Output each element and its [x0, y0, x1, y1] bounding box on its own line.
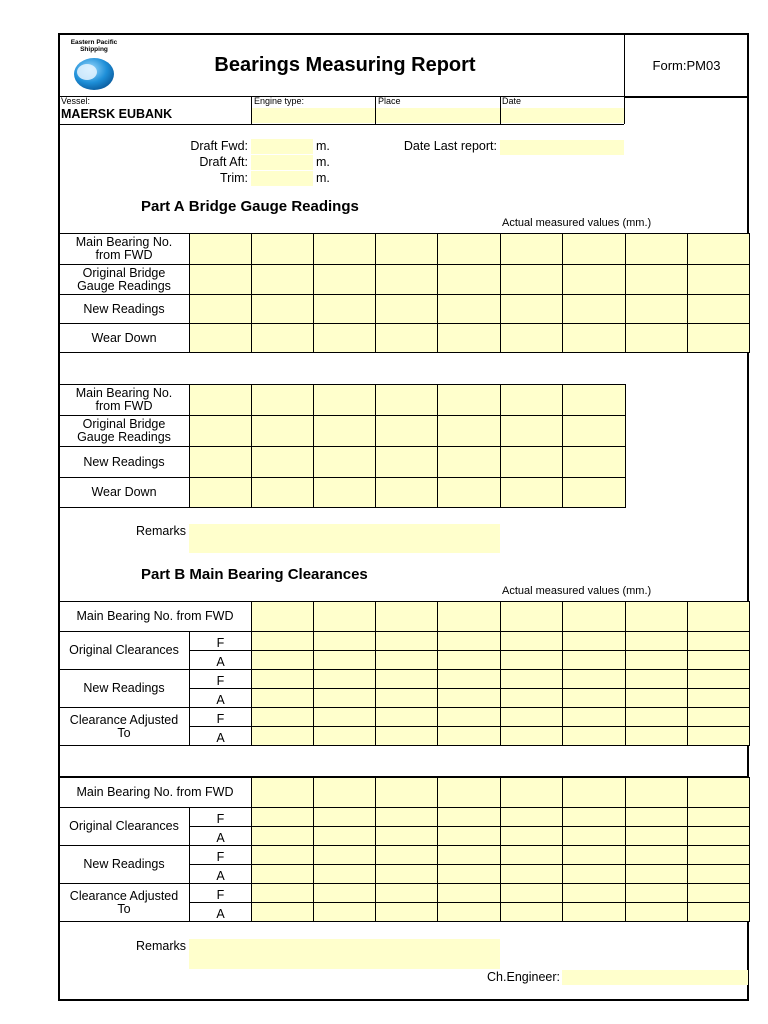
part-b-1-original-clearances-fwd-cell[interactable]: [375, 631, 438, 651]
part-b-2-original-clearances-aft-cell[interactable]: [251, 826, 314, 846]
part-b-2-bearing-number-cell[interactable]: [500, 777, 563, 808]
part-b-1-clearance-adjusted-aft-cell[interactable]: [313, 726, 376, 746]
part-b-2-new-readings-aft-cell[interactable]: [313, 864, 376, 884]
part-a-1-new-readings-row-cell[interactable]: [687, 294, 750, 324]
part-b-2-clearance-adjusted-aft-label: A: [189, 902, 252, 922]
part-b-1-clearance-adjusted-fwd-cell[interactable]: [375, 707, 438, 727]
part-b-1-original-clearances-fwd-cell[interactable]: [251, 631, 314, 651]
part-a-1-wear-down-row-cell[interactable]: [251, 323, 314, 353]
date-label: Date: [502, 96, 522, 106]
part-a-2-original-bridge-gauge-row-label: Original Bridge Gauge Readings: [58, 415, 190, 447]
part-b-2-clearance-adjusted-fwd-cell[interactable]: [375, 883, 438, 903]
part-b-2-original-clearances-aft-cell[interactable]: [687, 826, 750, 846]
part-b-1-clearance-adjusted-aft-cell[interactable]: [500, 726, 563, 746]
part-a-1-wear-down-row-cell[interactable]: [625, 323, 688, 353]
part-b-1-bearing-number-cell[interactable]: [313, 601, 376, 632]
part-b-1-bearing-number-cell[interactable]: [437, 601, 501, 632]
part-a-1-new-readings-row-cell[interactable]: [562, 294, 626, 324]
part-a-1-original-bridge-gauge-row-cell[interactable]: [189, 264, 252, 295]
part-b-1-bearing-number-cell[interactable]: [625, 601, 688, 632]
part-a-1-bearing-number-row-cell[interactable]: [625, 233, 688, 265]
part-b-1-clearance-adjusted-aft-cell[interactable]: [437, 726, 501, 746]
part-b-2-clearance-adjusted-fwd-label: F: [189, 883, 252, 903]
part-b-1-new-readings-fwd-cell[interactable]: [625, 669, 688, 689]
vessel-label: Vessel:: [61, 96, 91, 106]
part-b-1-original-clearances-label: Original Clearances: [58, 631, 190, 670]
part-b-2-new-readings-fwd-label: F: [189, 845, 252, 865]
part-a-1-new-readings-row-cell[interactable]: [251, 294, 314, 324]
report-title: Bearings Measuring Report: [214, 54, 476, 76]
place-field[interactable]: [376, 108, 500, 123]
part-b-2-clearance-adjusted-aft-cell[interactable]: [500, 902, 563, 922]
part-a-1-new-readings-row-cell[interactable]: [500, 294, 563, 324]
part-b-1-clearance-adjusted-fwd-cell[interactable]: [313, 707, 376, 727]
part-b-1-clearance-adjusted-fwd-cell[interactable]: [687, 707, 750, 727]
part-b-1-bearing-number-label: Main Bearing No. from FWD: [58, 601, 252, 632]
company-logo: [73, 57, 115, 91]
part-b-1-clearance-adjusted-aft-label: A: [189, 726, 252, 746]
part-b-1-original-clearances-aft-cell[interactable]: [437, 650, 501, 670]
part-a-2-original-bridge-gauge-row-cell[interactable]: [313, 415, 376, 447]
part-b-2-clearance-adjusted-fwd-cell[interactable]: [687, 883, 750, 903]
part-b-2-clearance-adjusted-fwd-cell[interactable]: [437, 883, 501, 903]
part-b-2-bearing-number-label: Main Bearing No. from FWD: [58, 777, 252, 808]
part-b-1-original-clearances-aft-cell[interactable]: [500, 650, 563, 670]
divider: [624, 96, 749, 98]
part-b-1-original-clearances-fwd-cell[interactable]: [625, 631, 688, 651]
date-last-report-label: Date Last report:: [403, 139, 497, 153]
part-b-2-original-clearances-fwd-cell[interactable]: [500, 807, 563, 827]
part-a-1-bearing-number-row-label: Main Bearing No. from FWD: [58, 233, 190, 265]
part-b-1-clearance-adjusted-aft-cell[interactable]: [251, 726, 314, 746]
part-a-2-bearing-number-row-label: Main Bearing No. from FWD: [58, 384, 190, 416]
part-a-1-new-readings-row-label: New Readings: [58, 294, 190, 324]
part-b-2-bearing-number-cell[interactable]: [375, 777, 438, 808]
part-a-1-bearing-number-row-cell[interactable]: [687, 233, 750, 265]
part-b-1-clearance-adjusted-aft-cell[interactable]: [375, 726, 438, 746]
part-b-2-new-readings-aft-cell[interactable]: [625, 864, 688, 884]
part-a-2-new-readings-row-label: New Readings: [58, 446, 190, 478]
part-a-1-bearing-number-row-cell[interactable]: [375, 233, 438, 265]
part-b-1-new-readings-fwd-cell[interactable]: [562, 669, 626, 689]
part-b-2-original-clearances-fwd-cell[interactable]: [625, 807, 688, 827]
part-b-1-original-clearances-aft-cell[interactable]: [375, 650, 438, 670]
part-b-2-original-clearances-aft-cell[interactable]: [625, 826, 688, 846]
part-a-1-new-readings-row-cell[interactable]: [625, 294, 688, 324]
part-b-2-original-clearances-aft-label: A: [189, 826, 252, 846]
part-b-1-original-clearances-aft-cell[interactable]: [562, 650, 626, 670]
part-b-2-original-clearances-fwd-cell[interactable]: [687, 807, 750, 827]
part-b-1-new-readings-aft-cell[interactable]: [625, 688, 688, 708]
divider: [624, 96, 625, 124]
part-a-1-original-bridge-gauge-row-cell[interactable]: [251, 264, 314, 295]
part-b-1-clearance-adjusted-fwd-cell[interactable]: [625, 707, 688, 727]
part-a-2-new-readings-row-cell[interactable]: [375, 446, 438, 478]
part-a-1-wear-down-row-cell[interactable]: [562, 323, 626, 353]
part-b-2-new-readings-fwd-cell[interactable]: [687, 845, 750, 865]
divider: [58, 352, 749, 353]
part-b-1-clearance-adjusted-aft-cell[interactable]: [562, 726, 626, 746]
part-b-2-new-readings-fwd-cell[interactable]: [437, 845, 501, 865]
part-b-2-original-clearances-fwd-cell[interactable]: [562, 807, 626, 827]
part-a-2-bearing-number-row-cell[interactable]: [375, 384, 438, 416]
part-a-2-new-readings-row-cell[interactable]: [562, 446, 626, 478]
part-b-1-original-clearances-aft-cell[interactable]: [251, 650, 314, 670]
part-b-2-bearing-number-cell[interactable]: [625, 777, 688, 808]
trim-label: Trim:: [220, 171, 248, 185]
unit-label: m.: [316, 155, 330, 169]
part-b-2-original-clearances-fwd-cell[interactable]: [437, 807, 501, 827]
part-a-heading: Part A Bridge Gauge Readings: [141, 198, 359, 215]
part-b-1-original-clearances-aft-cell[interactable]: [313, 650, 376, 670]
part-b-2-bearing-number-cell[interactable]: [437, 777, 501, 808]
part-b-1-new-readings-aft-cell[interactable]: [313, 688, 376, 708]
part-a-2-original-bridge-gauge-row-cell[interactable]: [189, 415, 252, 447]
part-a-1-bearing-number-row-cell[interactable]: [500, 233, 563, 265]
part-b-2-clearance-adjusted-fwd-cell[interactable]: [562, 883, 626, 903]
part-a-1-new-readings-row-cell[interactable]: [375, 294, 438, 324]
part-a-1-wear-down-row-label: Wear Down: [58, 323, 190, 353]
part-b-2-original-clearances-aft-cell[interactable]: [437, 826, 501, 846]
part-b-2-clearance-adjusted-aft-cell[interactable]: [375, 902, 438, 922]
part-b-2-new-readings-fwd-cell[interactable]: [375, 845, 438, 865]
part-a-1-bearing-number-row-cell[interactable]: [437, 233, 501, 265]
part-b-1-original-clearances-fwd-cell[interactable]: [687, 631, 750, 651]
part-b-2-original-clearances-fwd-label: F: [189, 807, 252, 827]
company-name: Eastern Pacific Shipping: [70, 39, 118, 53]
part-b-2-new-readings-aft-cell[interactable]: [687, 864, 750, 884]
remarks-field-a[interactable]: [189, 524, 500, 553]
part-b-2-new-readings-fwd-cell[interactable]: [251, 845, 314, 865]
part-b-2-new-readings-fwd-cell[interactable]: [313, 845, 376, 865]
part-a-1-bearing-number-row-cell[interactable]: [189, 233, 252, 265]
part-b-1-new-readings-aft-cell[interactable]: [437, 688, 501, 708]
part-b-1-bearing-number-cell[interactable]: [562, 601, 626, 632]
part-b-1-bearing-number-cell[interactable]: [375, 601, 438, 632]
form-code: Form:PM03: [652, 58, 721, 73]
date-last-report-field[interactable]: [500, 140, 624, 155]
part-b-1-original-clearances-fwd-cell[interactable]: [562, 631, 626, 651]
part-b-1-new-readings-fwd-cell[interactable]: [313, 669, 376, 689]
draft-aft-label: Draft Aft:: [199, 155, 248, 169]
part-b-units-note: Actual measured values (mm.): [502, 585, 652, 597]
part-a-2-new-readings-row-cell[interactable]: [437, 446, 501, 478]
part-b-1-original-clearances-fwd-cell[interactable]: [500, 631, 563, 651]
vessel-value: MAERSK EUBANK: [61, 107, 173, 121]
part-b-1-clearance-adjusted-aft-cell[interactable]: [625, 726, 688, 746]
part-a-1-bearing-number-row-cell[interactable]: [251, 233, 314, 265]
part-a-1-new-readings-row-cell[interactable]: [313, 294, 376, 324]
part-a-1-bearing-number-row-cell[interactable]: [313, 233, 376, 265]
remarks-label: Remarks: [135, 524, 186, 538]
divider: [58, 96, 624, 97]
part-a-2-original-bridge-gauge-row-cell[interactable]: [500, 415, 563, 447]
part-a-2-original-bridge-gauge-row-cell[interactable]: [375, 415, 438, 447]
part-a-1-original-bridge-gauge-row-cell[interactable]: [437, 264, 501, 295]
part-a-1-original-bridge-gauge-row-cell[interactable]: [687, 264, 750, 295]
part-a-1-wear-down-row-cell[interactable]: [437, 323, 501, 353]
part-b-2-clearance-adjusted-fwd-cell[interactable]: [625, 883, 688, 903]
part-b-1-new-readings-aft-cell[interactable]: [500, 688, 563, 708]
part-a-2-new-readings-row-cell[interactable]: [189, 446, 252, 478]
part-b-1-clearance-adjusted-fwd-cell[interactable]: [500, 707, 563, 727]
part-b-1-bearing-number-cell[interactable]: [500, 601, 563, 632]
part-b-2-clearance-adjusted-aft-cell[interactable]: [251, 902, 314, 922]
part-b-1-original-clearances-fwd-cell[interactable]: [313, 631, 376, 651]
part-a-2-new-readings-row-cell[interactable]: [251, 446, 314, 478]
part-b-2-original-clearances-fwd-cell[interactable]: [313, 807, 376, 827]
part-b-2-original-clearances-fwd-cell[interactable]: [251, 807, 314, 827]
part-b-2-clearance-adjusted-fwd-cell[interactable]: [500, 883, 563, 903]
part-b-1-new-readings-fwd-cell[interactable]: [500, 669, 563, 689]
part-a-2-wear-down-row-cell[interactable]: [562, 477, 626, 508]
remarks-label: Remarks: [135, 939, 186, 953]
part-a-2-bearing-number-row-cell[interactable]: [437, 384, 501, 416]
part-b-1-new-readings-aft-cell[interactable]: [251, 688, 314, 708]
part-b-2-new-readings-aft-cell[interactable]: [562, 864, 626, 884]
part-b-2-original-clearances-aft-cell[interactable]: [375, 826, 438, 846]
part-b-2-original-clearances-aft-cell[interactable]: [313, 826, 376, 846]
part-b-2-new-readings-aft-label: A: [189, 864, 252, 884]
part-a-2-new-readings-row-cell[interactable]: [313, 446, 376, 478]
part-a-1-original-bridge-gauge-row-cell[interactable]: [625, 264, 688, 295]
part-b-1-new-readings-fwd-cell[interactable]: [437, 669, 501, 689]
part-b-2-new-readings-fwd-cell[interactable]: [625, 845, 688, 865]
draft-fwd-field[interactable]: [251, 139, 313, 154]
part-a-1-original-bridge-gauge-row-cell[interactable]: [375, 264, 438, 295]
part-b-2-clearance-adjusted-aft-cell[interactable]: [437, 902, 501, 922]
part-a-1-original-bridge-gauge-row-cell[interactable]: [562, 264, 626, 295]
part-a-2-wear-down-row-cell[interactable]: [375, 477, 438, 508]
part-a-1-wear-down-row-cell[interactable]: [313, 323, 376, 353]
part-b-1-clearance-adjusted-fwd-cell[interactable]: [562, 707, 626, 727]
part-a-2-wear-down-row-label: Wear Down: [58, 477, 190, 508]
part-b-1-clearance-adjusted-fwd-cell[interactable]: [251, 707, 314, 727]
part-b-2-original-clearances-aft-cell[interactable]: [500, 826, 563, 846]
part-b-2-original-clearances-aft-cell[interactable]: [562, 826, 626, 846]
part-b-1-original-clearances-aft-cell[interactable]: [625, 650, 688, 670]
part-b-1-new-readings-aft-label: A: [189, 688, 252, 708]
part-b-2-new-readings-label: New Readings: [58, 845, 190, 884]
place-label: Place: [378, 96, 401, 106]
engine-type-field[interactable]: [252, 108, 375, 123]
part-a-1-wear-down-row-cell[interactable]: [375, 323, 438, 353]
part-a-1-original-bridge-gauge-row-cell[interactable]: [500, 264, 563, 295]
part-b-2-original-clearances-fwd-cell[interactable]: [375, 807, 438, 827]
draft-fwd-label: Draft Fwd:: [190, 139, 248, 153]
chief-engineer-label: Ch.Engineer:: [487, 970, 560, 984]
part-b-2-clearance-adjusted-aft-cell[interactable]: [687, 902, 750, 922]
part-a-1-wear-down-row-cell[interactable]: [687, 323, 750, 353]
part-a-units-note: Actual measured values (mm.): [502, 217, 652, 229]
part-b-2-new-readings-aft-cell[interactable]: [251, 864, 314, 884]
draft-aft-field[interactable]: [251, 155, 313, 170]
part-b-2-new-readings-aft-cell[interactable]: [375, 864, 438, 884]
part-b-2-bearing-number-cell[interactable]: [562, 777, 626, 808]
part-b-1-clearance-adjusted-fwd-cell[interactable]: [437, 707, 501, 727]
part-b-1-new-readings-aft-cell[interactable]: [375, 688, 438, 708]
part-a-1-bearing-number-row-cell[interactable]: [562, 233, 626, 265]
part-a-2-original-bridge-gauge-row-cell[interactable]: [562, 415, 626, 447]
unit-label: m.: [316, 139, 330, 153]
part-a-1-original-bridge-gauge-row-label: Original Bridge Gauge Readings: [58, 264, 190, 295]
part-a-2-bearing-number-row-cell[interactable]: [189, 384, 252, 416]
part-b-2-new-readings-fwd-cell[interactable]: [562, 845, 626, 865]
part-b-1-bearing-number-cell[interactable]: [251, 601, 314, 632]
part-b-2-bearing-number-cell[interactable]: [313, 777, 376, 808]
part-b-1-new-readings-fwd-cell[interactable]: [687, 669, 750, 689]
part-a-1-wear-down-row-cell[interactable]: [189, 323, 252, 353]
part-b-1-clearance-adjusted-label: Clearance Adjusted To: [58, 707, 190, 746]
part-a-2-new-readings-row-cell[interactable]: [500, 446, 563, 478]
part-b-2-clearance-adjusted-fwd-cell[interactable]: [251, 883, 314, 903]
remarks-field-b[interactable]: [189, 939, 500, 969]
part-b-1-new-readings-fwd-label: F: [189, 669, 252, 689]
part-b-1-original-clearances-aft-label: A: [189, 650, 252, 670]
divider: [58, 124, 624, 125]
unit-label: m.: [316, 171, 330, 185]
part-a-2-bearing-number-row-cell[interactable]: [313, 384, 376, 416]
part-b-1-clearance-adjusted-fwd-label: F: [189, 707, 252, 727]
part-b-2-clearance-adjusted-label: Clearance Adjusted To: [58, 883, 190, 922]
part-b-1-new-readings-aft-cell[interactable]: [687, 688, 750, 708]
part-a-2-original-bridge-gauge-row-cell[interactable]: [437, 415, 501, 447]
part-b-2-bearing-number-cell[interactable]: [687, 777, 750, 808]
part-b-heading: Part B Main Bearing Clearances: [141, 566, 368, 583]
part-b-2-clearance-adjusted-aft-cell[interactable]: [313, 902, 376, 922]
part-b-1-original-clearances-fwd-label: F: [189, 631, 252, 651]
part-b-2-clearance-adjusted-aft-cell[interactable]: [562, 902, 626, 922]
part-a-2-original-bridge-gauge-row-cell[interactable]: [251, 415, 314, 447]
part-a-2-wear-down-row-cell[interactable]: [437, 477, 501, 508]
part-b-1-new-readings-aft-cell[interactable]: [562, 688, 626, 708]
part-b-2-new-readings-fwd-cell[interactable]: [500, 845, 563, 865]
chief-engineer-signature-field[interactable]: [562, 970, 748, 985]
part-b-2-clearance-adjusted-aft-cell[interactable]: [625, 902, 688, 922]
part-a-2-wear-down-row-cell[interactable]: [313, 477, 376, 508]
trim-field[interactable]: [251, 171, 313, 186]
part-b-1-original-clearances-aft-cell[interactable]: [687, 650, 750, 670]
part-a-2-bearing-number-row-cell[interactable]: [500, 384, 563, 416]
part-a-1-original-bridge-gauge-row-cell[interactable]: [313, 264, 376, 295]
part-b-1-clearance-adjusted-aft-cell[interactable]: [687, 726, 750, 746]
part-a-2-bearing-number-row-cell[interactable]: [251, 384, 314, 416]
part-a-2-wear-down-row-cell[interactable]: [189, 477, 252, 508]
part-a-2-bearing-number-row-cell[interactable]: [562, 384, 626, 416]
part-b-2-bearing-number-cell[interactable]: [251, 777, 314, 808]
part-a-1-new-readings-row-cell[interactable]: [189, 294, 252, 324]
part-b-1-original-clearances-fwd-cell[interactable]: [437, 631, 501, 651]
part-a-2-wear-down-row-cell[interactable]: [500, 477, 563, 508]
part-a-2-wear-down-row-cell[interactable]: [251, 477, 314, 508]
part-b-2-new-readings-aft-cell[interactable]: [500, 864, 563, 884]
part-b-2-new-readings-aft-cell[interactable]: [437, 864, 501, 884]
part-a-1-new-readings-row-cell[interactable]: [437, 294, 501, 324]
engine-type-label: Engine type:: [254, 96, 305, 106]
part-a-1-wear-down-row-cell[interactable]: [500, 323, 563, 353]
part-b-1-new-readings-label: New Readings: [58, 669, 190, 708]
part-b-1-bearing-number-cell[interactable]: [687, 601, 750, 632]
part-b-1-new-readings-fwd-cell[interactable]: [251, 669, 314, 689]
part-b-2-clearance-adjusted-fwd-cell[interactable]: [313, 883, 376, 903]
part-b-1-new-readings-fwd-cell[interactable]: [375, 669, 438, 689]
part-b-2-original-clearances-label: Original Clearances: [58, 807, 190, 846]
date-field[interactable]: [501, 108, 624, 123]
